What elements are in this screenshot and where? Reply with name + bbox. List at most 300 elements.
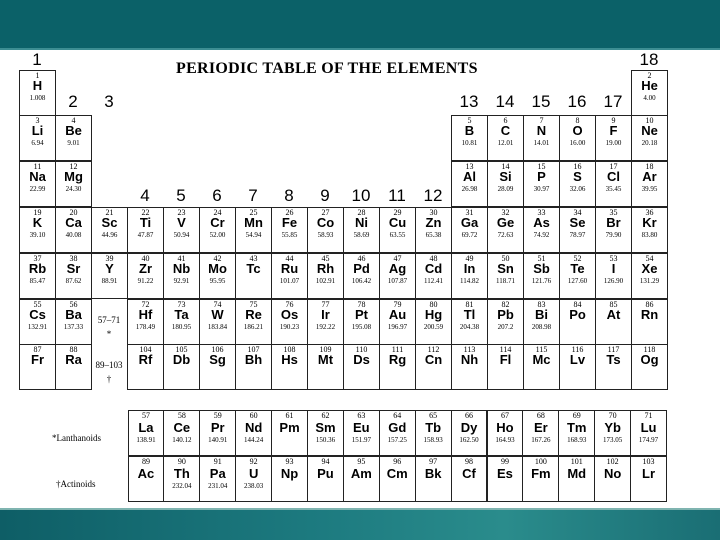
- element-symbol: Nb: [172, 261, 191, 276]
- element-cell: [19, 161, 56, 207]
- element-symbol: F: [609, 123, 618, 138]
- element-cell: [343, 456, 380, 502]
- atomic-number: 74: [213, 300, 222, 309]
- atomic-number: 64: [393, 411, 402, 420]
- element-symbol: In: [463, 261, 476, 276]
- atomic-number: 21: [105, 208, 114, 217]
- group-number: 6: [212, 186, 222, 205]
- element-cell: [595, 115, 632, 161]
- element-symbol: Hg: [424, 307, 443, 322]
- element-symbol: O: [572, 123, 583, 138]
- atomic-mass: 20.18: [641, 139, 658, 147]
- element-symbol: At: [606, 307, 621, 322]
- atomic-number: 27: [321, 208, 330, 217]
- element-cell: [487, 299, 524, 345]
- atomic-number: 46: [357, 254, 366, 263]
- element-cell: [630, 410, 667, 456]
- atomic-mass: 87.62: [65, 277, 82, 285]
- atomic-mass: 39.10: [29, 231, 46, 239]
- atomic-number: 10: [645, 116, 654, 125]
- element-symbol: C: [500, 123, 511, 138]
- element-cell: [235, 344, 272, 390]
- group-number: 18: [639, 50, 659, 69]
- atomic-mass: 91.22: [137, 277, 154, 285]
- element-symbol: W: [211, 307, 224, 322]
- atomic-mass: 78.97: [569, 231, 586, 239]
- element-symbol: S: [573, 169, 582, 184]
- element-symbol: Eu: [353, 420, 370, 435]
- atomic-number: 100: [534, 457, 547, 466]
- element-cell: [595, 344, 632, 390]
- atomic-mass: 88.91: [101, 277, 118, 285]
- atomic-number: 50: [501, 254, 510, 263]
- atomic-mass: 183.84: [207, 323, 228, 331]
- element-symbol: Og: [640, 352, 659, 367]
- element-symbol: Pb: [497, 307, 514, 322]
- atomic-number: 72: [141, 300, 150, 309]
- atomic-number: 111: [391, 345, 404, 354]
- element-cell: [379, 410, 416, 456]
- element-cell: [523, 115, 560, 161]
- element-symbol: Ar: [642, 169, 657, 184]
- element-cell: [163, 456, 200, 502]
- element-cell: [235, 410, 272, 456]
- element-symbol: Sc: [101, 215, 118, 230]
- atomic-mass: 65.38: [425, 231, 442, 239]
- atomic-number: 58: [177, 411, 186, 420]
- atomic-number: 19: [33, 208, 42, 217]
- atomic-mass: 238.03: [244, 482, 264, 490]
- element-cell: [523, 207, 560, 253]
- atomic-mass: 204.38: [459, 323, 480, 331]
- atomic-number: 92: [249, 457, 258, 466]
- group-number: 1: [32, 50, 42, 69]
- atomic-mass: 164.93: [495, 436, 515, 444]
- element-cell: [595, 253, 632, 299]
- element-cell: [595, 207, 632, 253]
- atomic-mass: 131.29: [639, 277, 660, 285]
- element-symbol: Cn: [424, 352, 443, 367]
- element-symbol: Rb: [28, 261, 47, 276]
- atomic-number: 108: [283, 345, 296, 354]
- atomic-mass: 24.30: [65, 185, 82, 193]
- group-number: 5: [176, 186, 186, 205]
- element-symbol: Mt: [317, 352, 334, 367]
- element-cell: [415, 207, 452, 253]
- atomic-number: 57: [141, 411, 150, 420]
- element-cell: [307, 299, 344, 345]
- atomic-number: 110: [355, 345, 368, 354]
- atomic-number: 89: [141, 457, 150, 466]
- element-cell: [631, 299, 668, 345]
- atomic-number: 105: [175, 345, 188, 354]
- element-symbol: Mo: [208, 261, 227, 276]
- atomic-number: 85: [609, 300, 618, 309]
- element-symbol: Ru: [280, 261, 299, 276]
- element-cell: [630, 456, 667, 502]
- element-symbol: Tc: [246, 261, 261, 276]
- element-symbol: Kr: [642, 215, 657, 230]
- element-symbol: I: [611, 261, 616, 276]
- element-cell: [487, 456, 524, 502]
- atomic-mass: 58.93: [317, 231, 334, 239]
- atomic-mass: 208.98: [531, 323, 552, 331]
- element-symbol: Ag: [388, 261, 407, 276]
- element-cell: [91, 207, 128, 253]
- atomic-mass: 69.72: [461, 231, 478, 239]
- element-cell: [559, 299, 596, 345]
- atomic-number: 94: [321, 457, 330, 466]
- element-cell: [631, 115, 668, 161]
- element-cell: [271, 299, 308, 345]
- atomic-number: 77: [321, 300, 330, 309]
- element-symbol: Pt: [355, 307, 368, 322]
- atomic-number: 9: [611, 116, 616, 125]
- atomic-mass: 50.94: [173, 231, 190, 239]
- element-cell: [271, 253, 308, 299]
- atomic-mass: 151.97: [351, 436, 371, 444]
- element-cell: [127, 344, 164, 390]
- element-cell: [163, 344, 200, 390]
- atomic-mass: 144.24: [244, 436, 264, 444]
- group-number: 12: [423, 186, 443, 205]
- element-cell: [235, 456, 272, 502]
- atomic-number: 102: [606, 457, 619, 466]
- element-symbol: Ba: [65, 307, 82, 322]
- element-cell: [631, 253, 668, 299]
- element-cell: [451, 299, 488, 345]
- element-cell: [487, 410, 524, 456]
- element-symbol: Cl: [607, 169, 620, 184]
- atomic-number: 17: [609, 162, 618, 171]
- element-cell: [307, 344, 344, 390]
- atomic-mass: 85.47: [29, 277, 46, 285]
- atomic-number: 101: [570, 457, 583, 466]
- element-symbol: Os: [280, 307, 299, 322]
- atomic-number: 7: [539, 116, 544, 125]
- element-cell: [379, 207, 416, 253]
- atomic-mass: 140.91: [208, 436, 228, 444]
- element-symbol: Re: [245, 307, 262, 322]
- element-symbol: Cu: [388, 215, 407, 230]
- element-symbol: Sr: [66, 261, 81, 276]
- element-symbol: Po: [569, 307, 586, 322]
- atomic-number: 63: [357, 411, 366, 420]
- element-cell: [235, 253, 272, 299]
- atomic-mass: 106.42: [351, 277, 372, 285]
- element-symbol: H: [32, 78, 43, 93]
- element-cell: [415, 299, 452, 345]
- atomic-mass: 55.85: [281, 231, 298, 239]
- atomic-number: 30: [429, 208, 438, 217]
- element-symbol: N: [536, 123, 547, 138]
- atomic-mass: 1.008: [29, 94, 46, 102]
- atomic-number: 65: [429, 411, 438, 420]
- atomic-number: 118: [643, 345, 656, 354]
- atomic-number: 117: [607, 345, 620, 354]
- atomic-number: 115: [535, 345, 548, 354]
- footer-bar: [0, 510, 720, 540]
- atomic-number: 61: [285, 411, 294, 420]
- atomic-number: 12: [69, 162, 78, 171]
- atomic-number: 3: [35, 116, 40, 125]
- element-cell: [19, 207, 56, 253]
- atomic-number: 13: [465, 162, 474, 171]
- element-symbol: Te: [570, 261, 585, 276]
- atomic-mass: 162.50: [459, 436, 479, 444]
- atomic-number: 78: [357, 300, 366, 309]
- element-cell: [271, 410, 308, 456]
- atomic-number: 67: [500, 411, 509, 420]
- element-symbol: Cm: [386, 466, 408, 481]
- atomic-number: 14: [501, 162, 510, 171]
- atomic-mass: 137.33: [63, 323, 84, 331]
- element-cell: [343, 299, 380, 345]
- atomic-mass: 112.41: [424, 277, 443, 285]
- atomic-number: 45: [321, 254, 330, 263]
- element-cell: [343, 344, 380, 390]
- element-cell: [55, 253, 92, 299]
- element-cell: [163, 207, 200, 253]
- atomic-number: 81: [465, 300, 474, 309]
- atomic-number: 44: [285, 254, 294, 263]
- atomic-mass: 63.55: [389, 231, 406, 239]
- fblock-marker: †: [106, 374, 112, 384]
- atomic-mass: 174.97: [638, 436, 659, 444]
- element-symbol: Lu: [640, 420, 657, 435]
- atomic-mass: 72.63: [497, 231, 514, 239]
- element-symbol: Pu: [317, 466, 334, 481]
- element-symbol: Sb: [533, 261, 550, 276]
- element-symbol: P: [537, 169, 546, 184]
- element-cell: [487, 115, 524, 161]
- atomic-number: 35: [609, 208, 618, 217]
- group-number: 13: [459, 92, 479, 111]
- group-number: 10: [351, 186, 371, 205]
- element-cell: [595, 161, 632, 207]
- element-cell: [235, 299, 272, 345]
- element-symbol: La: [138, 420, 154, 435]
- element-cell: [128, 410, 165, 456]
- atomic-number: 93: [285, 457, 294, 466]
- element-cell: [199, 207, 236, 253]
- atomic-number: 43: [249, 254, 258, 263]
- element-cell: [55, 115, 92, 161]
- atomic-mass: 54.94: [245, 231, 262, 239]
- element-symbol: Sg: [209, 352, 226, 367]
- element-symbol: Hf: [138, 307, 153, 322]
- element-cell: [55, 344, 92, 390]
- element-symbol: No: [603, 466, 622, 481]
- element-cell: [199, 344, 236, 390]
- atomic-mass: 101.07: [279, 277, 300, 285]
- element-cell: [451, 344, 488, 390]
- atomic-number: 114: [499, 345, 512, 354]
- element-symbol: Pm: [279, 420, 300, 435]
- atomic-number: 97: [429, 457, 438, 466]
- element-symbol: Rn: [640, 307, 659, 322]
- element-cell: [631, 207, 668, 253]
- element-cell: [163, 253, 200, 299]
- element-symbol: Bh: [244, 352, 263, 367]
- element-symbol: Yb: [604, 420, 621, 435]
- atomic-mass: 102.91: [315, 277, 336, 285]
- atomic-number: 54: [645, 254, 654, 263]
- element-cell: [415, 253, 452, 299]
- atomic-mass: 19.00: [605, 139, 622, 147]
- element-symbol: Ir: [321, 307, 330, 322]
- element-symbol: Bk: [424, 466, 442, 481]
- element-cell: [379, 253, 416, 299]
- atomic-mass: 39.95: [641, 185, 658, 193]
- element-symbol: Es: [496, 466, 513, 481]
- atomic-number: 90: [177, 457, 186, 466]
- atomic-number: 84: [573, 300, 582, 309]
- element-cell: [631, 161, 668, 207]
- element-symbol: Li: [31, 123, 44, 138]
- element-cell: [379, 456, 416, 502]
- atomic-mass: 168.93: [567, 436, 587, 444]
- atomic-mass: 47.87: [137, 231, 154, 239]
- element-cell: [522, 410, 559, 456]
- element-cell: [163, 410, 200, 456]
- atomic-mass: 28.09: [497, 185, 514, 193]
- element-cell: [271, 456, 308, 502]
- atomic-number: 15: [537, 162, 546, 171]
- atomic-number: 32: [501, 208, 510, 217]
- atomic-number: 59: [213, 411, 222, 420]
- atomic-mass: 40.08: [65, 231, 82, 239]
- atomic-number: 4: [71, 116, 76, 125]
- element-cell: [559, 344, 596, 390]
- element-symbol: Xe: [641, 261, 658, 276]
- element-symbol: Rf: [138, 352, 153, 367]
- element-cell: [199, 456, 236, 502]
- atomic-mass: 207.2: [497, 323, 514, 331]
- element-cell: [271, 207, 308, 253]
- group-number: 3: [104, 92, 114, 111]
- element-cell: [55, 299, 92, 345]
- header-bar: [0, 0, 720, 48]
- element-cell: [415, 456, 452, 502]
- atomic-number: 33: [537, 208, 546, 217]
- atomic-number: 95: [357, 457, 366, 466]
- atomic-number: 1: [35, 71, 40, 80]
- atomic-mass: 178.49: [135, 323, 156, 331]
- element-cell: [127, 253, 164, 299]
- group-number: 8: [284, 186, 294, 205]
- atomic-number: 6: [503, 116, 508, 125]
- element-symbol: Fm: [531, 466, 551, 481]
- atomic-mass: 95.95: [209, 277, 226, 285]
- element-symbol: Md: [567, 466, 587, 481]
- atomic-mass: 186.21: [243, 323, 264, 331]
- element-cell: [55, 161, 92, 207]
- atomic-mass: 58.69: [353, 231, 370, 239]
- atomic-number: 66: [465, 411, 474, 420]
- atomic-number: 83: [537, 300, 546, 309]
- header-divider: [0, 48, 720, 50]
- element-symbol: Sn: [497, 261, 514, 276]
- atomic-mass: 126.90: [603, 277, 624, 285]
- atomic-mass: 127.60: [567, 277, 588, 285]
- atomic-number: 37: [33, 254, 42, 263]
- element-cell: [19, 253, 56, 299]
- atomic-number: 26: [285, 208, 294, 217]
- element-cell: [487, 344, 524, 390]
- element-symbol: Ho: [496, 420, 514, 435]
- element-cell: [559, 207, 596, 253]
- fblock-range-label: 57–71: [97, 315, 121, 325]
- atomic-mass: 6.94: [31, 139, 44, 147]
- element-symbol: As: [533, 215, 550, 230]
- atomic-mass: 35.45: [605, 185, 622, 193]
- atomic-number: 109: [319, 345, 332, 354]
- element-symbol: Fr: [31, 352, 44, 367]
- element-symbol: V: [177, 215, 186, 230]
- atomic-mass: 32.06: [569, 185, 586, 193]
- group-number: 16: [567, 92, 587, 111]
- element-cell: [199, 299, 236, 345]
- atomic-mass: 118.71: [496, 277, 515, 285]
- group-number: 15: [531, 92, 551, 111]
- atomic-number: 16: [573, 162, 582, 171]
- atomic-number: 48: [429, 254, 438, 263]
- element-symbol: Ds: [353, 352, 370, 367]
- atomic-number: 76: [285, 300, 294, 309]
- atomic-number: 96: [393, 457, 402, 466]
- element-symbol: Er: [533, 420, 548, 435]
- element-cell: [127, 207, 164, 253]
- element-symbol: Lr: [642, 466, 656, 481]
- element-symbol: Pr: [210, 420, 225, 435]
- atomic-number: 22: [141, 208, 150, 217]
- atomic-number: 31: [465, 208, 474, 217]
- element-cell: [343, 410, 380, 456]
- element-cell: [451, 207, 488, 253]
- atomic-mass: 140.12: [172, 436, 192, 444]
- group-number: 4: [140, 186, 150, 205]
- element-symbol: Mc: [532, 352, 551, 367]
- element-symbol: Gd: [388, 420, 407, 435]
- fblock-marker: *: [106, 329, 112, 339]
- atomic-mass: 173.05: [603, 436, 623, 444]
- atomic-number: 98: [465, 457, 474, 466]
- atomic-number: 5: [467, 116, 472, 125]
- element-symbol: Ne: [641, 123, 658, 138]
- atomic-mass: 114.82: [460, 277, 479, 285]
- group-number: 11: [388, 186, 406, 205]
- atomic-mass: 195.08: [351, 323, 372, 331]
- element-symbol: Tm: [566, 420, 587, 435]
- element-symbol: Hs: [281, 352, 298, 367]
- element-symbol: Rg: [388, 352, 407, 367]
- atomic-number: 18: [645, 162, 654, 171]
- element-symbol: Nd: [244, 420, 263, 435]
- atomic-number: 38: [69, 254, 78, 263]
- atomic-mass: 30.97: [533, 185, 550, 193]
- element-cell: [19, 115, 56, 161]
- atomic-number: 107: [247, 345, 260, 354]
- element-cell: [307, 207, 344, 253]
- element-symbol: Mn: [244, 215, 263, 230]
- element-cell: [127, 299, 164, 345]
- element-cell: [199, 253, 236, 299]
- atomic-number: 11: [33, 162, 42, 171]
- element-cell: [379, 299, 416, 345]
- element-symbol: Dy: [460, 420, 478, 435]
- atomic-number: 80: [429, 300, 438, 309]
